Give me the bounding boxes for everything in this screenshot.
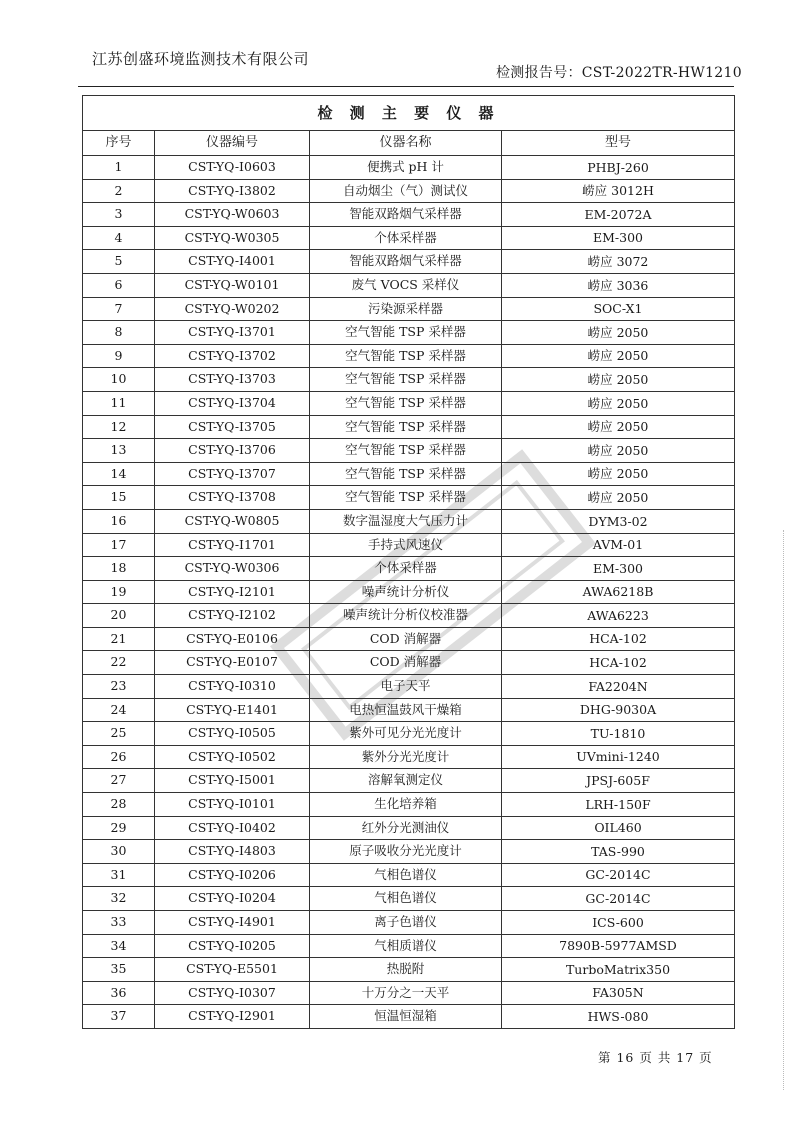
instrument-id: CST-YQ-I3702 xyxy=(155,344,310,368)
instrument-name: 自动烟尘（气）测试仪 xyxy=(310,179,502,203)
instrument-name: 紫外可见分光光度计 xyxy=(310,722,502,746)
table-row xyxy=(83,840,735,864)
instrument-name: 溶解氧测定仪 xyxy=(310,769,502,793)
instrument-model: HCA-102 xyxy=(502,627,735,651)
row-number: 24 xyxy=(83,698,155,722)
row-number: 27 xyxy=(83,769,155,793)
instrument-name: 红外分光测油仪 xyxy=(310,816,502,840)
instrument-name: 噪声统计分析仪校准器 xyxy=(310,604,502,628)
row-number: 21 xyxy=(83,627,155,651)
table-row xyxy=(83,958,735,982)
instrument-name: 空气智能 TSP 采样器 xyxy=(310,368,502,392)
instrument-model: UVmini-1240 xyxy=(502,745,735,769)
table-row xyxy=(83,273,735,297)
row-number: 4 xyxy=(83,226,155,250)
instrument-name: COD 消解器 xyxy=(310,627,502,651)
col-header-no: 序号 xyxy=(83,131,155,156)
instrument-model: TAS-990 xyxy=(502,840,735,864)
table-row xyxy=(83,415,735,439)
instrument-name: 空气智能 TSP 采样器 xyxy=(310,344,502,368)
table-title: 检 测 主 要 仪 器 xyxy=(83,96,735,131)
instrument-model: FA2204N xyxy=(502,675,735,699)
table-row xyxy=(83,391,735,415)
row-number: 26 xyxy=(83,745,155,769)
instrument-model: 崂应 2050 xyxy=(502,415,735,439)
instrument-name: 空气智能 TSP 采样器 xyxy=(310,321,502,345)
row-number: 31 xyxy=(83,863,155,887)
row-number: 1 xyxy=(83,156,155,180)
table-row xyxy=(83,250,735,274)
instrument-name: 个体采样器 xyxy=(310,557,502,581)
instrument-id: CST-YQ-I4001 xyxy=(155,250,310,274)
instrument-id: CST-YQ-I3802 xyxy=(155,179,310,203)
table-row xyxy=(83,509,735,533)
instrument-id: CST-YQ-I3704 xyxy=(155,391,310,415)
instrument-name: 空气智能 TSP 采样器 xyxy=(310,439,502,463)
instrument-name: 离子色谱仪 xyxy=(310,911,502,935)
row-number: 33 xyxy=(83,911,155,935)
instrument-id: CST-YQ-I0502 xyxy=(155,745,310,769)
instrument-model: EM-300 xyxy=(502,226,735,250)
table-row xyxy=(83,887,735,911)
row-number: 37 xyxy=(83,1005,155,1029)
instrument-name: 气相色谱仪 xyxy=(310,887,502,911)
instrument-model: EM-2072A xyxy=(502,203,735,227)
instrument-id: CST-YQ-I1701 xyxy=(155,533,310,557)
instrument-model: DHG-9030A xyxy=(502,698,735,722)
instrument-name: 废气 VOCS 采样仪 xyxy=(310,273,502,297)
instrument-model: 崂应 2050 xyxy=(502,439,735,463)
row-number: 12 xyxy=(83,415,155,439)
row-number: 3 xyxy=(83,203,155,227)
instrument-id: CST-YQ-I3701 xyxy=(155,321,310,345)
instrument-model: ICS-600 xyxy=(502,911,735,935)
table-row xyxy=(83,1005,735,1029)
instrument-name: 热脱附 xyxy=(310,958,502,982)
table-row xyxy=(83,769,735,793)
row-number: 15 xyxy=(83,486,155,510)
instrument-name: 智能双路烟气采样器 xyxy=(310,203,502,227)
table-row xyxy=(83,156,735,180)
row-number: 34 xyxy=(83,934,155,958)
instrument-id: CST-YQ-W0305 xyxy=(155,226,310,250)
row-number: 22 xyxy=(83,651,155,675)
instrument-model: 崂应 2050 xyxy=(502,368,735,392)
table-row xyxy=(83,368,735,392)
instrument-id: CST-YQ-E1401 xyxy=(155,698,310,722)
instrument-id: CST-YQ-E0106 xyxy=(155,627,310,651)
table-row xyxy=(83,203,735,227)
company-name: 江苏创盛环境监测技术有限公司 xyxy=(92,50,310,68)
table-row xyxy=(83,934,735,958)
table-row xyxy=(83,533,735,557)
instrument-model: EM-300 xyxy=(502,557,735,581)
row-number: 35 xyxy=(83,958,155,982)
instrument-model: PHBJ-260 xyxy=(502,156,735,180)
instrument-model: HWS-080 xyxy=(502,1005,735,1029)
table-row xyxy=(83,745,735,769)
table-row xyxy=(83,816,735,840)
header-rule xyxy=(78,86,734,87)
instrument-id: CST-YQ-W0805 xyxy=(155,509,310,533)
instrument-name: 便携式 pH 计 xyxy=(310,156,502,180)
instrument-table xyxy=(82,95,735,1029)
instrument-id: CST-YQ-I2101 xyxy=(155,580,310,604)
instrument-id: CST-YQ-E0107 xyxy=(155,651,310,675)
table-row xyxy=(83,439,735,463)
instrument-name: 智能双路烟气采样器 xyxy=(310,250,502,274)
instrument-model: LRH-150F xyxy=(502,793,735,817)
instrument-name: 气相色谱仪 xyxy=(310,863,502,887)
instrument-id: CST-YQ-I3707 xyxy=(155,462,310,486)
row-number: 5 xyxy=(83,250,155,274)
col-header-id: 仪器编号 xyxy=(155,131,310,156)
instrument-name: 紫外分光光度计 xyxy=(310,745,502,769)
table-row xyxy=(83,462,735,486)
row-number: 10 xyxy=(83,368,155,392)
instrument-id: CST-YQ-I4901 xyxy=(155,911,310,935)
row-number: 32 xyxy=(83,887,155,911)
row-number: 14 xyxy=(83,462,155,486)
instrument-name: 噪声统计分析仪 xyxy=(310,580,502,604)
instrument-model: TurboMatrix350 xyxy=(502,958,735,982)
instrument-model: 崂应 3012H xyxy=(502,179,735,203)
instrument-id: CST-YQ-I3708 xyxy=(155,486,310,510)
instrument-id: CST-YQ-E5501 xyxy=(155,958,310,982)
instrument-id: CST-YQ-I0204 xyxy=(155,887,310,911)
table-row xyxy=(83,722,735,746)
row-number: 13 xyxy=(83,439,155,463)
instrument-name: 空气智能 TSP 采样器 xyxy=(310,486,502,510)
instrument-id: CST-YQ-I0101 xyxy=(155,793,310,817)
row-number: 6 xyxy=(83,273,155,297)
row-number: 28 xyxy=(83,793,155,817)
table-row xyxy=(83,604,735,628)
instrument-id: CST-YQ-I0205 xyxy=(155,934,310,958)
row-number: 16 xyxy=(83,509,155,533)
instrument-model: 7890B-5977AMSD xyxy=(502,934,735,958)
table-row xyxy=(83,627,735,651)
instrument-name: 数字温湿度大气压力计 xyxy=(310,509,502,533)
scan-edge xyxy=(779,530,784,1090)
instrument-id: CST-YQ-I0307 xyxy=(155,981,310,1005)
row-number: 7 xyxy=(83,297,155,321)
row-number: 36 xyxy=(83,981,155,1005)
instrument-model: 崂应 2050 xyxy=(502,321,735,345)
instrument-model: 崂应 2050 xyxy=(502,462,735,486)
instrument-id: CST-YQ-I0310 xyxy=(155,675,310,699)
row-number: 18 xyxy=(83,557,155,581)
instrument-model: 崂应 2050 xyxy=(502,486,735,510)
table-row xyxy=(83,981,735,1005)
instrument-name: 空气智能 TSP 采样器 xyxy=(310,462,502,486)
table-row xyxy=(83,863,735,887)
instrument-name: 电子天平 xyxy=(310,675,502,699)
table-row xyxy=(83,344,735,368)
instrument-id: CST-YQ-W0603 xyxy=(155,203,310,227)
row-number: 9 xyxy=(83,344,155,368)
instrument-id: CST-YQ-I0603 xyxy=(155,156,310,180)
table-row xyxy=(83,911,735,935)
instrument-model: OIL460 xyxy=(502,816,735,840)
page-number: 第 16 页 共 17 页 xyxy=(598,1050,713,1065)
instrument-name: 生化培养箱 xyxy=(310,793,502,817)
instrument-model: HCA-102 xyxy=(502,651,735,675)
instrument-id: CST-YQ-I3706 xyxy=(155,439,310,463)
instrument-model: 崂应 3072 xyxy=(502,250,735,274)
table-row xyxy=(83,179,735,203)
instrument-model: AWA6218B xyxy=(502,580,735,604)
instrument-name: 恒温恒湿箱 xyxy=(310,1005,502,1029)
instrument-model: GC-2014C xyxy=(502,887,735,911)
instrument-id: CST-YQ-I2102 xyxy=(155,604,310,628)
table-body xyxy=(83,156,735,1029)
instrument-model: 崂应 2050 xyxy=(502,344,735,368)
instrument-name: 原子吸收分光光度计 xyxy=(310,840,502,864)
table-row xyxy=(83,557,735,581)
instrument-name: 个体采样器 xyxy=(310,226,502,250)
table-row xyxy=(83,486,735,510)
table-row xyxy=(83,226,735,250)
instrument-id: CST-YQ-I3703 xyxy=(155,368,310,392)
instrument-model: JPSJ-605F xyxy=(502,769,735,793)
row-number: 23 xyxy=(83,675,155,699)
instrument-id: CST-YQ-I0402 xyxy=(155,816,310,840)
instrument-model: 崂应 3036 xyxy=(502,273,735,297)
instrument-name: COD 消解器 xyxy=(310,651,502,675)
instrument-model: AVM-01 xyxy=(502,533,735,557)
instrument-id: CST-YQ-W0101 xyxy=(155,273,310,297)
instrument-name: 手持式风速仪 xyxy=(310,533,502,557)
instrument-name: 污染源采样器 xyxy=(310,297,502,321)
col-header-model: 型号 xyxy=(502,131,735,156)
table-row xyxy=(83,321,735,345)
instrument-model: TU-1810 xyxy=(502,722,735,746)
instrument-name: 空气智能 TSP 采样器 xyxy=(310,391,502,415)
table-row xyxy=(83,580,735,604)
row-number: 20 xyxy=(83,604,155,628)
instrument-model: AWA6223 xyxy=(502,604,735,628)
table-row xyxy=(83,698,735,722)
instrument-id: CST-YQ-I4803 xyxy=(155,840,310,864)
row-number: 11 xyxy=(83,391,155,415)
row-number: 30 xyxy=(83,840,155,864)
table-row xyxy=(83,675,735,699)
instrument-name: 十万分之一天平 xyxy=(310,981,502,1005)
instrument-id: CST-YQ-I5001 xyxy=(155,769,310,793)
instrument-id: CST-YQ-I0206 xyxy=(155,863,310,887)
instrument-id: CST-YQ-I3705 xyxy=(155,415,310,439)
instrument-model: 崂应 2050 xyxy=(502,391,735,415)
row-number: 2 xyxy=(83,179,155,203)
instrument-model: FA305N xyxy=(502,981,735,1005)
instrument-name: 空气智能 TSP 采样器 xyxy=(310,415,502,439)
row-number: 25 xyxy=(83,722,155,746)
instrument-id: CST-YQ-W0306 xyxy=(155,557,310,581)
instrument-name: 气相质谱仪 xyxy=(310,934,502,958)
instrument-name: 电热恒温鼓风干燥箱 xyxy=(310,698,502,722)
report-number: 检测报告号：CST-2022TR-HW1210 xyxy=(496,65,742,81)
instrument-id: CST-YQ-I2901 xyxy=(155,1005,310,1029)
instrument-id: CST-YQ-W0202 xyxy=(155,297,310,321)
row-number: 19 xyxy=(83,580,155,604)
table-row xyxy=(83,297,735,321)
row-number: 8 xyxy=(83,321,155,345)
instrument-model: DYM3-02 xyxy=(502,509,735,533)
table-row xyxy=(83,651,735,675)
instrument-id: CST-YQ-I0505 xyxy=(155,722,310,746)
col-header-name: 仪器名称 xyxy=(310,131,502,156)
row-number: 17 xyxy=(83,533,155,557)
instrument-model: SOC-X1 xyxy=(502,297,735,321)
row-number: 29 xyxy=(83,816,155,840)
instrument-model: GC-2014C xyxy=(502,863,735,887)
table-row xyxy=(83,793,735,817)
